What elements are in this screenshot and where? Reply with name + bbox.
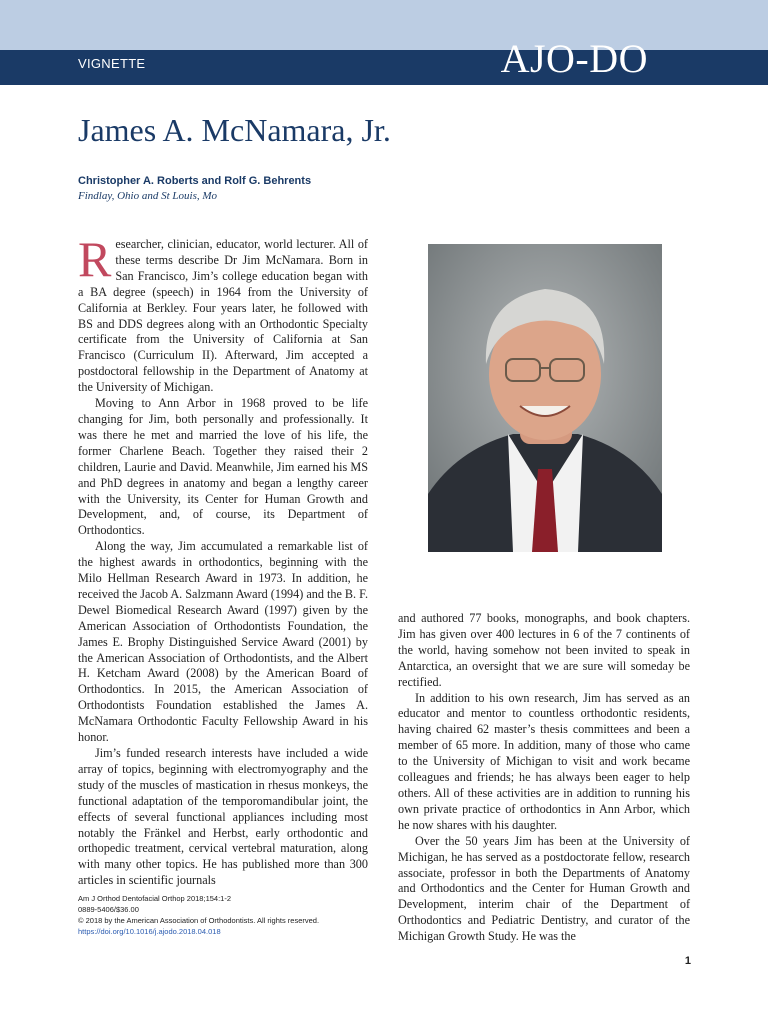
doi-link[interactable]: https://doi.org/10.1016/j.ajodo.2018.04.018 <box>78 927 221 936</box>
paragraph: Researcher, clinician, educator, world lecturer. All of these terms describe Dr Jim McNamara. Born in San Francisco, Jim’s college education began with a BA degree (speech) in 1964 from the University of California at Berkley. Four years later, he followed with BS and DDS degrees along with an Orthodontic Specialty certificate from the University of California at San Francisco (Curriculum II). Afterward, Jim accepted a postdoctoral fellowship in the Department of Anatomy at the University of Michigan. <box>78 231 368 395</box>
authors: Christopher A. Roberts and Rolf G. Behrents <box>78 175 312 187</box>
paragraph: Over the 50 years Jim has been at the University of Michigan, he has served as a postdoctorate fellow, research associate, professor in both the Departments of Anatomy and Orthodontics and the Center for Human Growth and Development, interim chair of the Department of Orthodontics and Pediatric Dentistry, and curator of the Michigan Growth Study. He was the <box>398 833 690 944</box>
journal-logo: AJO-DO <box>500 36 648 81</box>
citation-line: Am J Orthod Dentofacial Orthop 2018;154:1-2 <box>78 894 232 903</box>
portrait-photo <box>428 244 662 552</box>
issn-line: 0889-5406/$36.00 <box>78 905 139 914</box>
header-top-band <box>0 0 768 50</box>
affiliation: Findlay, Ohio and St Louis, Mo <box>78 190 218 202</box>
right-column <box>398 611 690 945</box>
footer-citation <box>78 893 378 937</box>
paragraph: Along the way, Jim accumulated a remarkable list of the highest awards in orthodontics, beginning with the Milo Hellman Research Award in 1973. In addition, he received the Jacob A. Salzmann Award (1994) and the B. F. Dewel Biomedical Research Award (1997) given by the American Association of Orthodontists Foundation, the James E. Brophy Distinguished Service Award (2001) by the American Association of Orthodontists, and the Albert H. Ketcham Award (2008) by the American Board of Orthodontics. In 2015, the American Association of Orthodontists Foundation established the James A. McNamara Orthodontic Faculty Fellowship Award in his honor. <box>78 539 368 745</box>
copyright-line: © 2018 by the American Association of Orthodontists. All rights reserved. <box>78 916 320 925</box>
paragraph: Moving to Ann Arbor in 1968 proved to be life changing for Jim, both personally and professionally. It was there he met and married the love of his life, the former Charlene Beach. Together they raised their 2 children, Laurie and David. Meanwhile, Jim earned his MS and PhD degrees in anatomy and began a lengthy career with the University, its Center for Human Growth and Development, and, of course, its Department of Orthodontics. <box>78 396 368 538</box>
left-column <box>78 231 368 889</box>
paragraph: Jim’s funded research interests have included a wide array of topics, beginning with electromyography and the study of the muscles of mastication in rhesus monkeys, the functional adaptation of the temporomandibular joint, the effects of several functional appliances including most notably the Fränkel and Herbst, early orthodontic and orthopedic treatment, cervical vertebral maturation, along with many other topics. He has published more than 300 articles in scientific journals <box>78 746 368 888</box>
paragraph: and authored 77 books, monographs, and book chapters. Jim has given over 400 lectures in 6 of the 7 continents of the world, having somehow not been invited to speak in Antarctica, an oversight that we are sure will someday be rectified. <box>398 611 690 689</box>
drop-cap: R <box>78 231 112 287</box>
page-number: 1 <box>684 955 691 967</box>
paragraph: In addition to his own research, Jim has served as an educator and mentor to countless orthodontic residents, having chaired 62 master’s thesis committees and been a member of 65 more. In addition, many of those who came to the University of Michigan to visit and work became colleagues and friends; he has always been eager to help others. All of these activities are in addition to running his own private practice of orthodontics in Ann Arbor, which he now shares with his daughter. <box>398 690 690 832</box>
article-title: James A. McNamara, Jr. <box>78 112 391 148</box>
section-label: VIGNETTE <box>78 56 146 71</box>
